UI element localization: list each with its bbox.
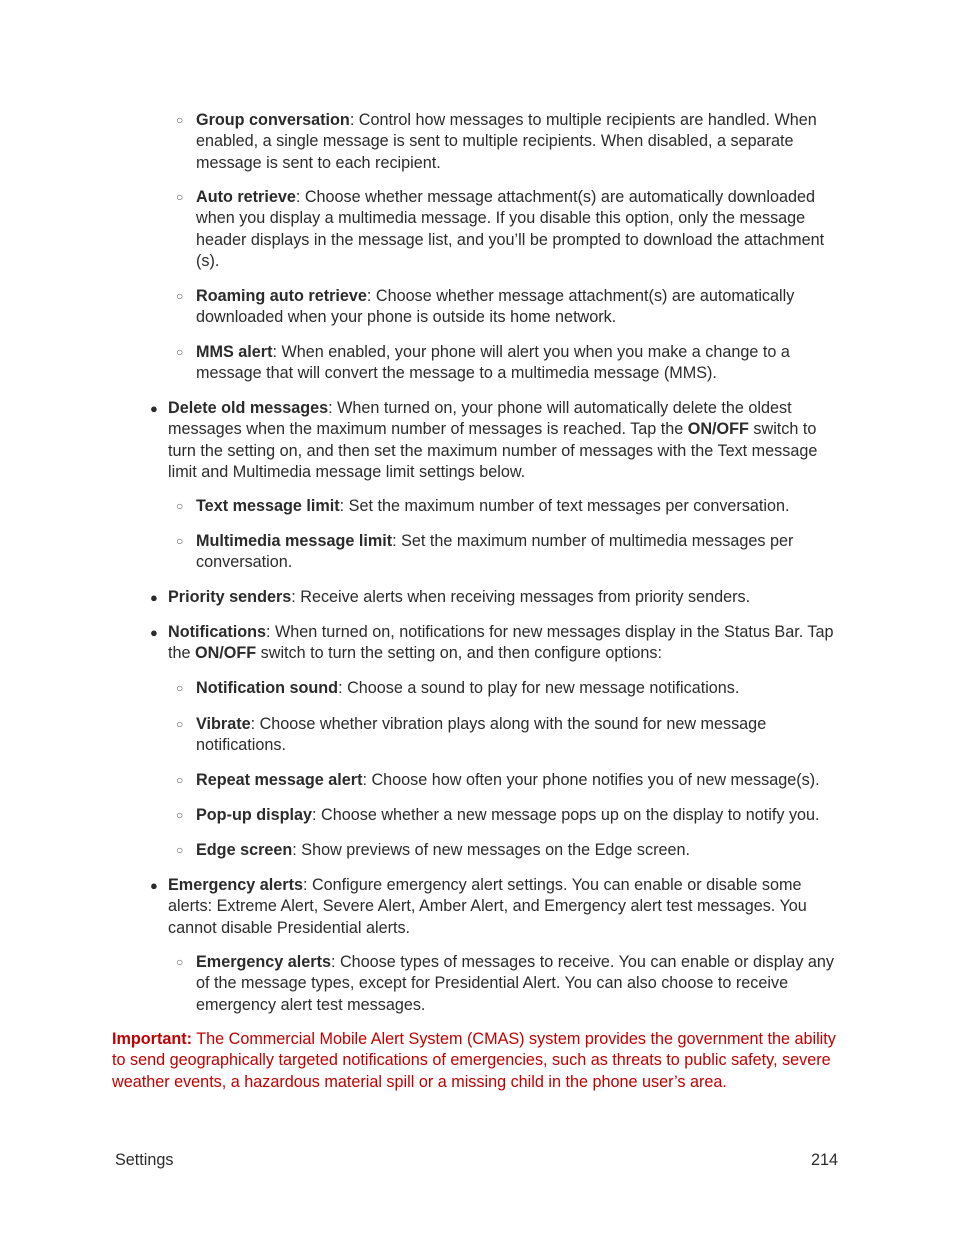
bullet-dot-icon: ● bbox=[150, 878, 158, 893]
item-description: : Choose a sound to play for new message notifications. bbox=[338, 679, 740, 697]
bullet-dot-icon: ● bbox=[150, 590, 158, 605]
item-text bbox=[168, 587, 836, 608]
item-description: : When turned on, notifications for new messages display in the Status Bar. Tap the bbox=[168, 623, 834, 663]
item-description: : When enabled, your phone will alert you when you make a change to a message that will convert the message to a multimedia message (MMS). bbox=[196, 343, 790, 383]
item-term: Roaming auto retrieve bbox=[196, 287, 367, 305]
bullet-circle-icon: ○ bbox=[176, 289, 184, 303]
item-term: MMS alert bbox=[196, 343, 273, 361]
item-description-continued: switch to turn the setting on, and then set the maximum number of messages with the Text message limit and Multimedia message limit settings below. bbox=[168, 420, 818, 481]
item-term: Repeat message alert bbox=[196, 771, 363, 789]
item-term: Emergency alerts bbox=[168, 876, 303, 894]
item-description: : When turned on, your phone will automatically delete the oldest messages when the maximum number of messages is reached. Tap the bbox=[168, 399, 792, 439]
item-term-inline: ON/OFF bbox=[195, 644, 257, 663]
bullet-circle-icon: ○ bbox=[176, 113, 184, 127]
item-text bbox=[168, 875, 836, 939]
item-term: Priority senders bbox=[168, 588, 292, 606]
item-description: : Configure emergency alert settings. You can enable or disable some alerts: Extreme Alert, Severe Alert, Amber Alert, and Emergency alert test messages. You cannot disable Presidential alerts. bbox=[168, 876, 807, 937]
item-description: : Show previews of new messages on the Edge screen. bbox=[292, 841, 690, 859]
item-text bbox=[196, 714, 841, 757]
important-note bbox=[112, 1029, 842, 1093]
bullet-circle-icon: ○ bbox=[176, 190, 184, 204]
bullet-dot-icon: ● bbox=[150, 625, 158, 640]
item-term-inline: ON/OFF bbox=[687, 420, 749, 439]
bullet-circle-icon: ○ bbox=[176, 681, 184, 695]
item-text bbox=[196, 531, 841, 574]
bullet-circle-icon: ○ bbox=[176, 499, 184, 513]
item-text bbox=[196, 342, 841, 385]
bullet-circle-icon: ○ bbox=[176, 345, 184, 359]
bullet-circle-icon: ○ bbox=[176, 808, 184, 822]
item-text bbox=[168, 398, 836, 483]
item-description: : Choose whether message attachment(s) are automatically downloaded when you display a multimedia message. If you disable this option, only the message header displays in the message list, and you’ll be prompted to download the attachment (s). bbox=[196, 188, 825, 270]
item-term: Notification sound bbox=[196, 679, 339, 697]
item-term: Delete old messages bbox=[168, 399, 329, 417]
bullet-circle-icon: ○ bbox=[176, 843, 184, 857]
item-term: Emergency alerts bbox=[196, 953, 331, 971]
bullet-circle-icon: ○ bbox=[176, 955, 184, 969]
bullet-dot-icon: ● bbox=[150, 401, 158, 416]
footer-section: Settings bbox=[115, 1151, 174, 1169]
footer-page-number: 214 bbox=[811, 1151, 839, 1169]
important-text: The Commercial Mobile Alert System (CMAS) system provides the government the ability to send geographically targeted notifications of emergencies, such as threats to public safety, severe weather events, a hazardous material spill or a missing child in the phone user’s area. bbox=[112, 1030, 836, 1091]
item-description: : Choose whether vibration plays along with the sound for new message notifications. bbox=[196, 715, 767, 755]
item-description: : Choose how often your phone notifies you of new message(s). bbox=[362, 771, 820, 789]
item-description: : Choose types of messages to receive. You can enable or display any of the message types, except for Presidential Alert. You can also choose to receive emergency alert test messages. bbox=[196, 953, 835, 1014]
bullet-circle-icon: ○ bbox=[176, 534, 184, 548]
important-label: Important: bbox=[112, 1030, 193, 1048]
item-term: Group conversation bbox=[196, 111, 350, 129]
item-text bbox=[196, 678, 841, 699]
item-description: : Choose whether message attachment(s) are automatically downloaded when your phone is outside its home network. bbox=[196, 287, 795, 327]
item-description: : Set the maximum number of multimedia messages per conversation. bbox=[196, 532, 794, 572]
item-description: : Control how messages to multiple recipients are handled. When enabled, a single message is sent to multiple recipients. When disabled, a separate message is sent to each recipient. bbox=[196, 111, 817, 172]
item-description: : Set the maximum number of text messages per conversation. bbox=[339, 497, 790, 515]
item-text bbox=[168, 622, 836, 665]
item-term: Multimedia message limit bbox=[196, 532, 393, 550]
item-description: : Receive alerts when receiving messages from priority senders. bbox=[291, 588, 751, 606]
item-term: Edge screen bbox=[196, 841, 293, 859]
item-text bbox=[196, 496, 841, 517]
item-text bbox=[196, 952, 841, 1016]
item-term: Vibrate bbox=[196, 715, 251, 733]
item-term: Notifications bbox=[168, 623, 267, 641]
item-description: : Choose whether a new message pops up on the display to notify you. bbox=[312, 806, 820, 824]
item-term: Text message limit bbox=[196, 497, 340, 515]
bullet-circle-icon: ○ bbox=[176, 773, 184, 787]
item-text bbox=[196, 110, 841, 174]
item-text bbox=[196, 805, 841, 826]
bullet-circle-icon: ○ bbox=[176, 717, 184, 731]
item-term: Auto retrieve bbox=[196, 188, 296, 206]
item-text bbox=[196, 770, 841, 791]
item-text bbox=[196, 187, 841, 272]
item-description-continued: switch to turn the setting on, and then configure options: bbox=[256, 644, 663, 663]
item-text bbox=[196, 286, 841, 329]
item-text bbox=[196, 840, 841, 861]
item-term: Pop-up display bbox=[196, 806, 313, 824]
